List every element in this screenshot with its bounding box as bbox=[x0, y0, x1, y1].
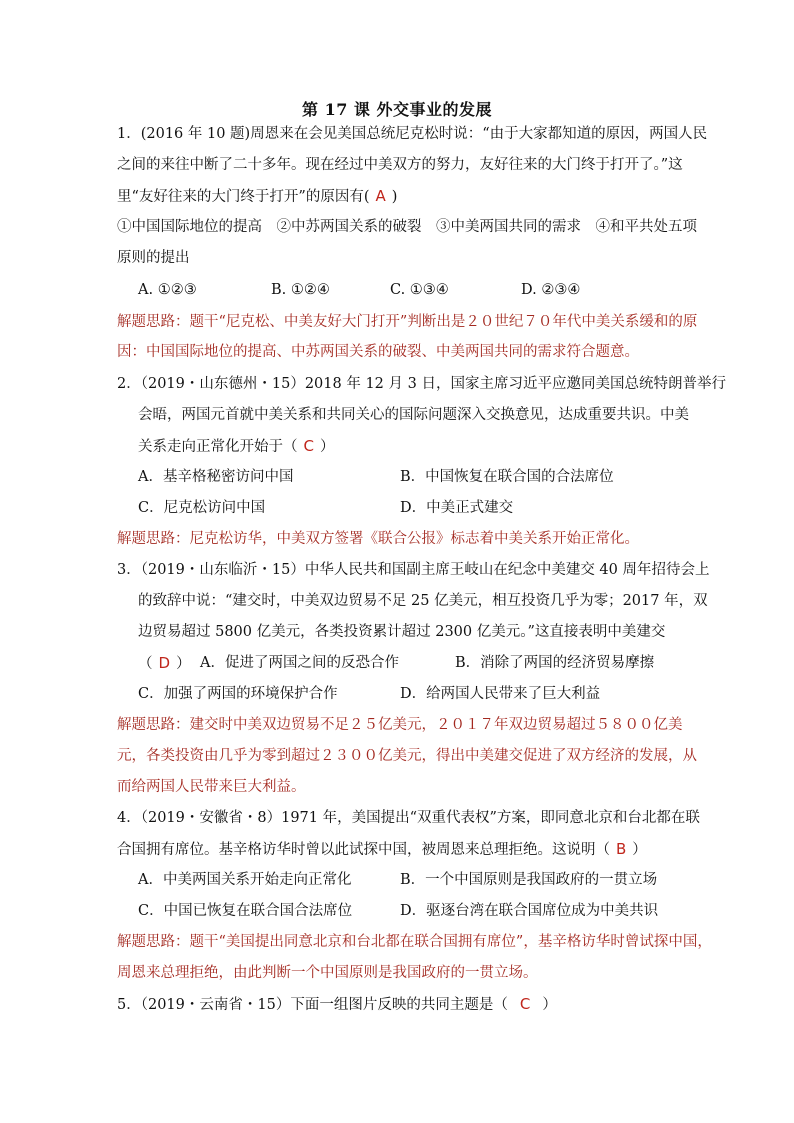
q5-bracket: ） bbox=[542, 997, 557, 1013]
q2-stem-end: 关系走向正常化开始于（ bbox=[138, 439, 298, 455]
q4-option-a: A．中美两国关系开始走向正常化 bbox=[138, 872, 352, 888]
q1-line-3 bbox=[117, 186, 397, 207]
q5-stem: 5．（2019・云南省・15）下面一组图片反映的共同主题是（ bbox=[117, 997, 508, 1013]
q3-bracket-open: （ bbox=[138, 656, 153, 672]
q2-line-1: 2．（2019・山东德州・15）2018 年 12 月 3 日，国家主席习近平应邀同美国总统特朗普举行 bbox=[117, 376, 726, 392]
q3-option-d: D．给两国人民带来了巨大利益 bbox=[400, 686, 601, 702]
q4-option-c: C．中国已恢复在联合国合法席位 bbox=[138, 903, 353, 919]
q4-stem-end: 合国拥有席位。基辛格访华时曾以此试探中国，被周恩来总理拒绝。这说明（ bbox=[117, 842, 610, 858]
q2-option-a: A．基辛格秘密访问中国 bbox=[138, 469, 294, 485]
q1-line-2: 之间的来往中断了二十多年。现在经过中美双方的努力，友好往来的大门终于打开了。”这 bbox=[117, 157, 683, 173]
q2-answer: C bbox=[303, 437, 314, 455]
q1-line-5: 原则的提出 bbox=[117, 250, 190, 266]
q1-bracket: ) bbox=[391, 189, 398, 205]
q3-analysis-1: 解题思路：建交时中美双边贸易不足２５亿美元，２０１７年双边贸易超过５８００亿美 bbox=[117, 717, 683, 733]
q4-line-1: 4．（2019・安徽省・8）1971 年，美国提出“双重代表权”方案，即同意北京和台北都在联 bbox=[117, 810, 700, 826]
q3-line-3: 边贸易超过 5800 亿美元，各类投资累计超过 2300 亿美元。”这直接表明中美建交 bbox=[138, 624, 666, 640]
q3-analysis-2: 元，各类投资由几乎为零到超过２３００亿美元，得出中美建交促进了双方经济的发展，从 bbox=[117, 748, 697, 764]
q1-analysis-2: 因：中国国际地位的提高、中苏两国关系的破裂、中美两国共同的需求符合题意。 bbox=[117, 344, 639, 360]
q2-option-d: D．中美正式建交 bbox=[400, 500, 514, 516]
q3-option-b: B．消除了两国的经济贸易摩擦 bbox=[455, 655, 655, 671]
q1-option-c: C. ①③④ bbox=[390, 282, 449, 298]
q5-line-1 bbox=[117, 994, 557, 1015]
q4-analysis-1: 解题思路：题干“美国提出同意北京和台北都在联合国拥有席位”，基辛格访华时曾试探中国， bbox=[117, 934, 712, 950]
q1-option-a: A. ①②③ bbox=[138, 282, 197, 298]
q3-line-1: 3．（2019・山东临沂・15）中华人民共和国副主席王岐山在纪念中美建交 40 周年招待会上 bbox=[117, 562, 710, 578]
q1-answer: A bbox=[375, 187, 386, 205]
q4-bracket: ） bbox=[632, 842, 647, 858]
q4-option-b: B．一个中国原则是我国政府的一贯立场 bbox=[400, 872, 658, 888]
page-title: 第 17 课 外交事业的发展 bbox=[302, 100, 492, 119]
q4-analysis-2: 周恩来总理拒绝，由此判断一个中国原则是我国政府的一贯立场。 bbox=[117, 965, 538, 981]
q2-option-b: B．中国恢复在联合国的合法席位 bbox=[400, 469, 614, 485]
q2-line-2: 会晤，两国元首就中美关系和共同关心的国际问题深入交换意见，达成重要共识。中美 bbox=[138, 407, 689, 423]
q1-stem-end: 里“友好往来的大门终于打开”的原因有( bbox=[117, 189, 370, 205]
q5-answer: C bbox=[519, 995, 531, 1013]
q2-option-c: C．尼克松访问中国 bbox=[138, 500, 266, 516]
q3-line-2: 的致辞中说：“建交时，中美双边贸易不足 25 亿美元，相互投资几乎为零；2017 年，双 bbox=[138, 593, 708, 609]
q1-option-d: D. ②③④ bbox=[521, 282, 581, 298]
q3-option-a: A．促进了两国之间的反恐合作 bbox=[200, 655, 399, 671]
q1-option-b: B. ①②④ bbox=[271, 282, 330, 298]
q3-line-4 bbox=[138, 653, 191, 674]
q2-bracket: ） bbox=[319, 439, 335, 455]
q4-answer: B bbox=[616, 840, 627, 858]
q3-answer: D bbox=[158, 654, 171, 672]
q1-line-4: ①中国国际地位的提高 ②中苏两国关系的破裂 ③中美两国共同的需求 ④和平共处五项 bbox=[117, 219, 697, 235]
q3-option-c: C．加强了两国的环境保护合作 bbox=[138, 686, 338, 702]
q4-line-2 bbox=[117, 839, 647, 860]
q2-analysis-1: 解题思路：尼克松访华，中美双方签署《联合公报》标志着中美关系开始正常化。 bbox=[117, 531, 639, 547]
q3-bracket-close: ） bbox=[176, 656, 191, 672]
q3-analysis-3: 而给两国人民带来巨大利益。 bbox=[117, 779, 306, 795]
q1-analysis-1: 解题思路：题干“尼克松、中美友好大门打开”判断出是２０世纪７０年代中美关系缓和的原 bbox=[117, 314, 698, 330]
q2-line-3 bbox=[138, 436, 334, 457]
q4-option-d: D．驱逐台湾在联合国席位成为中美共识 bbox=[400, 903, 659, 919]
q1-line-1: 1．(2016 年 10 题)周恩来在会见美国总统尼克松时说：“由于大家都知道的原因，两国人民 bbox=[117, 126, 708, 142]
